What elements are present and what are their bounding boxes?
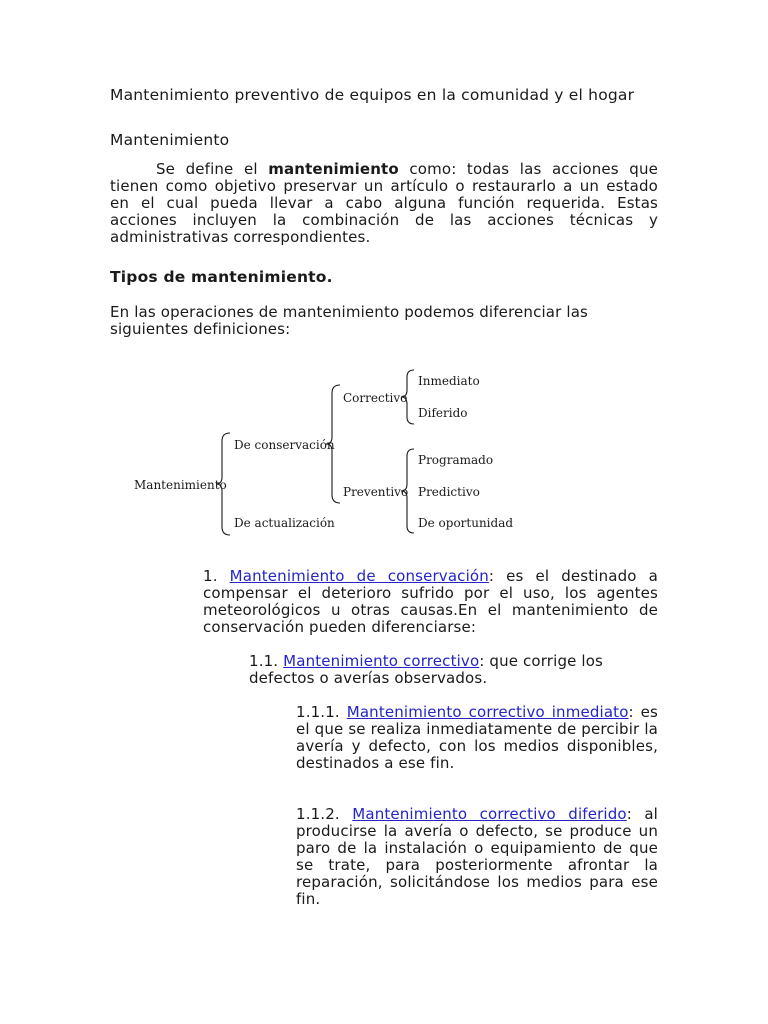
diagram-oportunidad-label: De oportunidad (418, 516, 514, 530)
document-title: Mantenimiento preventivo de equipos en la comunidad y el hogar (110, 86, 635, 104)
item-1-1-2-number: 1.1.2. (296, 805, 340, 823)
item-1-1-1-text: : es el que se realiza inmediatamente de percibir la avería y defecto, con los medios disponibles, destinados a ese fin. (296, 703, 658, 772)
item-1-1-number: 1.1. (249, 652, 279, 670)
definition-post: como: todas las acciones que tienen como objetivo preservar un artículo o restaurarlo a un estado en el cual pueda llevar a cabo alguna función requerida. Estas acciones incluyen la combinación de las acciones técnicas y administrativas correspondientes. (110, 160, 658, 246)
item-1-1-2-text: : al producirse la avería o defecto, se produce un paro de la instalación o equipamiento de que se trate, para posteriormente afrontar la reparación, solicitándose los medios para ese fin. (296, 805, 658, 908)
correctivo-brace (401, 370, 414, 424)
diagram-root-label: Mantenimiento (134, 478, 227, 492)
definition-bold-term: mantenimiento (268, 160, 399, 178)
diagram-conservacion-label: De conservación (234, 438, 335, 452)
heading-mantenimiento: Mantenimiento (110, 131, 230, 149)
heading-tipos: Tipos de mantenimiento. (110, 268, 333, 286)
diagram-preventivo-label: Preventivo (343, 485, 409, 499)
item-1-text: : es el destinado a compensar el deterioro sufrido por el uso, los agentes meteorológicos u otras causas.En el mantenimiento de conservación pueden diferenciarse: (203, 567, 658, 636)
diagram-correctivo-label: Correctivo (343, 391, 408, 405)
definition-paragraph (110, 161, 658, 246)
link-correctivo-inmediato[interactable]: Mantenimiento correctivo inmediato (346, 703, 629, 721)
item-1-1-1-correctivo-inmediato (296, 704, 658, 772)
diagram-programado-label: Programado (418, 453, 494, 467)
item-1-1-1-number: 1.1.1. (296, 703, 340, 721)
item-1-number: 1. (203, 567, 218, 585)
intro-paragraph: En las operaciones de mantenimiento podemos diferenciar las siguientes definiciones: (110, 303, 589, 338)
diagram-inmediato-label: Inmediato (418, 374, 480, 388)
diagram-predictivo-label: Predictivo (418, 485, 480, 499)
link-mantenimiento-conservacion[interactable]: Mantenimiento de conservación (229, 567, 489, 585)
diagram-actualizacion-label: De actualización (234, 516, 335, 530)
definition-pre: Se define el (156, 160, 269, 178)
maintenance-tree-diagram (120, 365, 520, 540)
link-mantenimiento-correctivo[interactable]: Mantenimiento correctivo (283, 652, 480, 670)
item-1-1-mantenimiento-correctivo (249, 653, 649, 687)
item-1-mantenimiento-conservacion (203, 568, 658, 636)
diagram-diferido-label: Diferido (418, 406, 468, 420)
link-correctivo-diferido[interactable]: Mantenimiento correctivo diferido (352, 805, 627, 823)
item-1-1-text: : que corrige los defectos o averías observados. (249, 652, 604, 687)
item-1-1-2-correctivo-diferido (296, 806, 658, 908)
